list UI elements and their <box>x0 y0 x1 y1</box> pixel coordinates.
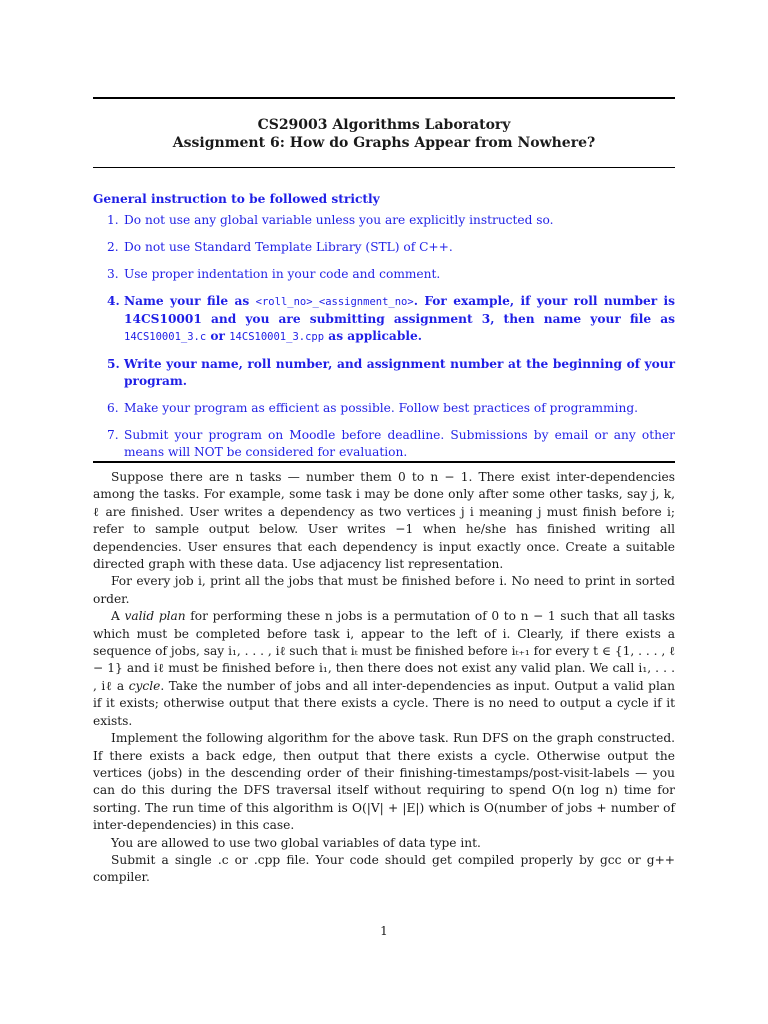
instruction-item: 6. Make your program as efficient as possible. Follow best practices of programming. <box>107 401 639 415</box>
instructions-list <box>93 212 675 461</box>
top-rule <box>93 97 675 99</box>
body-separator-rule <box>93 461 675 463</box>
assignment-title: Assignment 6: How do Graphs Appear from Nowhere? <box>172 135 596 151</box>
paragraph: For every job i, print all the jobs that must be finished before i. No need to print in sorted order. <box>93 574 675 606</box>
instructions-section <box>93 192 675 471</box>
filename-pattern: <roll_no>_<assignment_no> <box>255 296 414 308</box>
paragraph: You are allowed to use two global variables of data type int. <box>111 835 481 850</box>
paragraph: A valid plan for performing these n jobs is a permutation of 0 to n − 1 such that all tasks which must be completed before task i, appear to the left of i. Clearly, if there exists a sequence of jobs, say i₁, . . . , iℓ such that iₜ must be finished before iₜ₊₁ for every t ∈ {1, . . . , ℓ − 1} and iℓ must be finished before i₁, then there does not exist any valid plan. We call i₁, . . . , iℓ a cycle. Take the number of jobs and all inter-dependencies as input. Output a valid plan if it exists; otherwise output that there exists a cycle. There is no need to output a cycle if it exists. <box>93 609 675 728</box>
problem-statement <box>93 469 675 887</box>
page-number: 1 <box>380 924 388 938</box>
instructions-heading: General instruction to be followed strictly <box>93 192 380 206</box>
instruction-item: 3. Use proper indentation in your code and comment. <box>107 267 441 281</box>
instruction-item: 5. Write your name, roll number, and assignment number at the beginning of your program. <box>107 357 675 388</box>
term-valid-plan: valid plan <box>124 609 186 624</box>
term-cycle: cycle <box>128 678 161 693</box>
paragraph: Suppose there are n tasks — number them 0 to n − 1. There exist inter-dependencies among the tasks. For example, some task i may be done only after some other tasks, say j, k, ℓ are finished. User writes a dependency as two vertices j i meaning j must finish before i; refer to sample output below. User writes −1 when he/she has finished writing all dependencies. User ensures that each dependency is input exactly once. Create a suitable directed graph with these data. Use adjacency list representation. <box>93 470 675 572</box>
paragraph: Implement the following algorithm for the above task. Run DFS on the graph constructed. If there exists a back edge, then output that there exists a cycle. Otherwise output the vertices (jobs) in the descending order of their finishing-timestamps/post-visit-labels — you can do this during the DFS traversal itself without requiring to spend O(n log n) time for sorting. The run time of this algorithm is O(|V| + |E|) which is O(number of jobs + number of inter-dependencies) in this case. <box>93 731 675 833</box>
filename-example-cpp: 14CS10001_3.cpp <box>229 331 325 343</box>
instruction-item: 2. Do not use Standard Template Library (STL) of C++. <box>107 240 453 254</box>
course-title: CS29003 Algorithms Laboratory <box>257 117 511 133</box>
instruction-item: 7. Submit your program on Moodle before deadline. Submissions by email or any other means will NOT be considered for evaluation. <box>107 428 675 459</box>
paragraph: Submit a single .c or .cpp file. Your code should get compiled properly by gcc or g++ compiler. <box>93 852 675 885</box>
instruction-item-file-naming: 4. Name your file as <roll_no>_<assignment_no>. For example, if your roll number is 14CS10001 and you are submitting assignment 3, then name your file as 14CS10001_3.c or 14CS10001_3.cpp as applicable. <box>107 294 675 343</box>
instruction-item: 1. Do not use any global variable unless you are explicitly instructed so. <box>107 213 554 227</box>
title-underline-rule <box>93 167 675 168</box>
title-block <box>93 116 675 152</box>
filename-example-c: 14CS10001_3.c <box>124 331 207 343</box>
